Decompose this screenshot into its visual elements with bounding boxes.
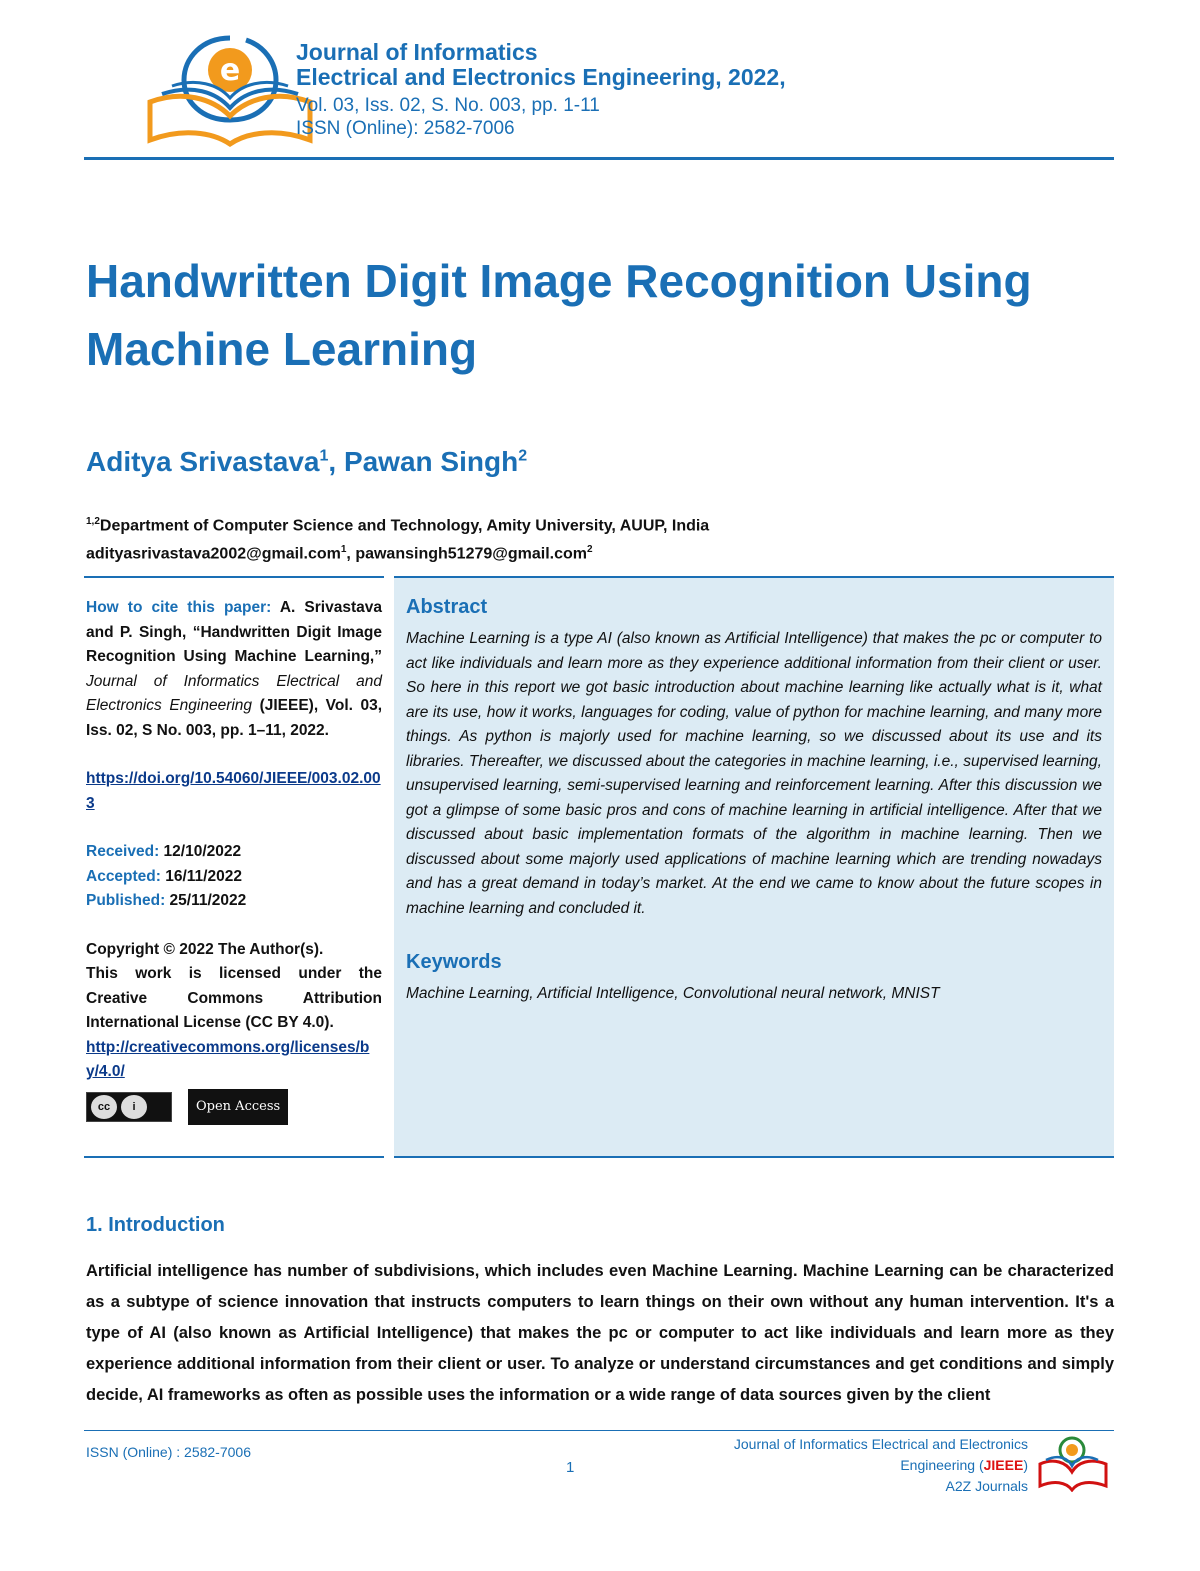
journal-issn: ISSN (Online): 2582-7006	[296, 118, 515, 139]
accepted-date	[86, 865, 382, 890]
cite-journal: Journal of Informatics Electrical and Electronics Engineering	[86, 672, 382, 714]
license-badges	[86, 1089, 382, 1126]
journal-header	[84, 26, 1114, 160]
published-date	[86, 889, 382, 914]
author-list	[86, 446, 527, 478]
copyright-notice: Copyright © 2022 The Author(s).	[86, 940, 324, 958]
doi-link[interactable]: https://doi.org/10.54060/JIEEE/003.02.003	[86, 770, 381, 812]
license-text: This work is licensed under the Creative Commons Attribution International License (CC BY 4.0).	[86, 965, 382, 1031]
accepted-value: 16/11/2022	[160, 867, 242, 885]
footer-divider	[84, 1430, 1114, 1431]
author-2-affil: 2	[518, 447, 528, 465]
cite-rest: (JIEEE), Vol. 03, Iss. 02, S No. 003, pp. 1–11, 2022.	[86, 697, 383, 739]
introduction-heading: 1. Introduction	[86, 1214, 225, 1236]
cite-label: How to cite this paper:	[86, 599, 272, 616]
journal-title-line1: Journal of Informatics	[296, 39, 538, 65]
journal-volume: Vol. 03, Iss. 02, S. No. 003, pp. 1-11	[296, 95, 600, 116]
author-1: Aditya Srivastava	[86, 446, 320, 477]
accepted-label: Accepted:	[86, 867, 161, 885]
journal-title	[296, 40, 786, 90]
paper-title-line1: Handwritten Digit Image Recognition Using	[86, 255, 1032, 307]
received-label: Received:	[86, 843, 160, 860]
affiliation-block	[86, 510, 709, 567]
published-label: Published:	[86, 892, 166, 909]
journal-meta	[296, 94, 600, 140]
keywords-text: Machine Learning, Artificial Intelligence, Convolutional neural network, MNIST	[406, 985, 940, 1002]
footer-publisher: A2Z Journals	[945, 1478, 1028, 1494]
footer-journal-line2-pre: Engineering (	[900, 1457, 984, 1473]
email-2-marker: 2	[587, 544, 593, 556]
footer-journal-abbrev: JIEEE	[983, 1457, 1024, 1473]
introduction-paragraph: Artificial intelligence has number of subdivisions, which includes even Machine Learning. Machine Learning can be characterized as a subtype of science innovation that instructs computers to learn things on their own without any human intervention. It's a type of AI (also known as Artificial Intelligence) that makes the pc or computer to act like individuals and learn more as they experience additional information from their client or user. To analyze or understand circumstances and get conditions and simply decide, AI frameworks as often as possible uses the information or a wide range of data sources given by the client	[86, 1262, 1114, 1404]
journal-title-line2: Electrical and Electronics Engineering, 2022,	[296, 64, 786, 90]
open-access-badge[interactable]: Open Access	[188, 1089, 288, 1126]
received-value: 12/10/2022	[159, 843, 242, 860]
affiliation-marker: 1,2	[86, 516, 100, 527]
email-1-marker: 1	[340, 544, 347, 556]
citation-block	[86, 596, 382, 743]
abstract-panel	[394, 576, 1114, 1158]
license-link[interactable]: http://creativecommons.org/licenses/by/4.0/	[86, 1038, 370, 1080]
page-number: 1	[566, 1459, 575, 1476]
author-1-affil: 1	[319, 447, 329, 465]
paper-title-line2: Machine Learning	[86, 323, 478, 375]
received-date	[86, 840, 382, 865]
article-info-sidebar	[84, 576, 384, 1158]
abstract-heading: Abstract	[406, 596, 488, 618]
cite-authors: A. Srivastava and P. Singh, “Handwritten Digit Image Recognition Using Machine Learning,”	[86, 599, 382, 665]
header-divider	[84, 157, 1114, 160]
footer-journal	[734, 1434, 1028, 1497]
author-separator: ,	[328, 446, 344, 477]
footer-issn: ISSN (Online) : 2582-7006	[86, 1444, 251, 1460]
svg-text:e: e	[219, 53, 241, 88]
attribution-icon: i	[121, 1095, 147, 1119]
cc-icon: cc	[91, 1095, 117, 1119]
email-separator: ,	[346, 545, 356, 563]
footer-journal-line2-post: )	[1023, 1457, 1028, 1473]
author-2-email[interactable]: pawansingh51279@gmail.com	[355, 545, 587, 563]
abstract-text: Machine Learning is a type AI (also known as Artificial Intelligence) that makes the pc or computer to act like individuals and learn more as they experience additional information from their client or user. So here in this report we got basic introduction about machine learning like actually what is it, what are its use, how it works, languages for coding, value of python for machine learning, and many more things. As python is majorly used for machine learning, so we discussed about its use and its libraries. Thereafter, we discussed about the categories in machine learning, i.e., supervised learning, unsupervised learning, semi-supervised learning and reinforcement learning. After this discussion we got a glimpse of some basic pros and cons of machine learning in artificial intelligence. After that we discussed about basic implementation formats of the algorithm in machine learning. Then we discussed about some majorly used applications of machine learning which are trending nowadays and has a great demand in today’s market. At the end we came to know about the future scopes in machine learning and concluded it.	[406, 630, 1102, 917]
jieee-footer-logo-icon	[1034, 1434, 1112, 1492]
cc-by-badge-icon[interactable]	[86, 1092, 172, 1122]
published-value: 25/11/2022	[165, 892, 247, 909]
affiliation-dept: Department of Computer Science and Technology, Amity University, AUUP, India	[99, 517, 710, 535]
paper-title	[86, 247, 1126, 383]
author-1-email[interactable]: adityasrivastava2002@gmail.com	[86, 545, 341, 563]
author-2: Pawan Singh	[343, 446, 519, 477]
keywords-heading: Keywords	[406, 951, 502, 973]
footer-journal-line1: Journal of Informatics Electrical and Electronics	[733, 1436, 1028, 1452]
